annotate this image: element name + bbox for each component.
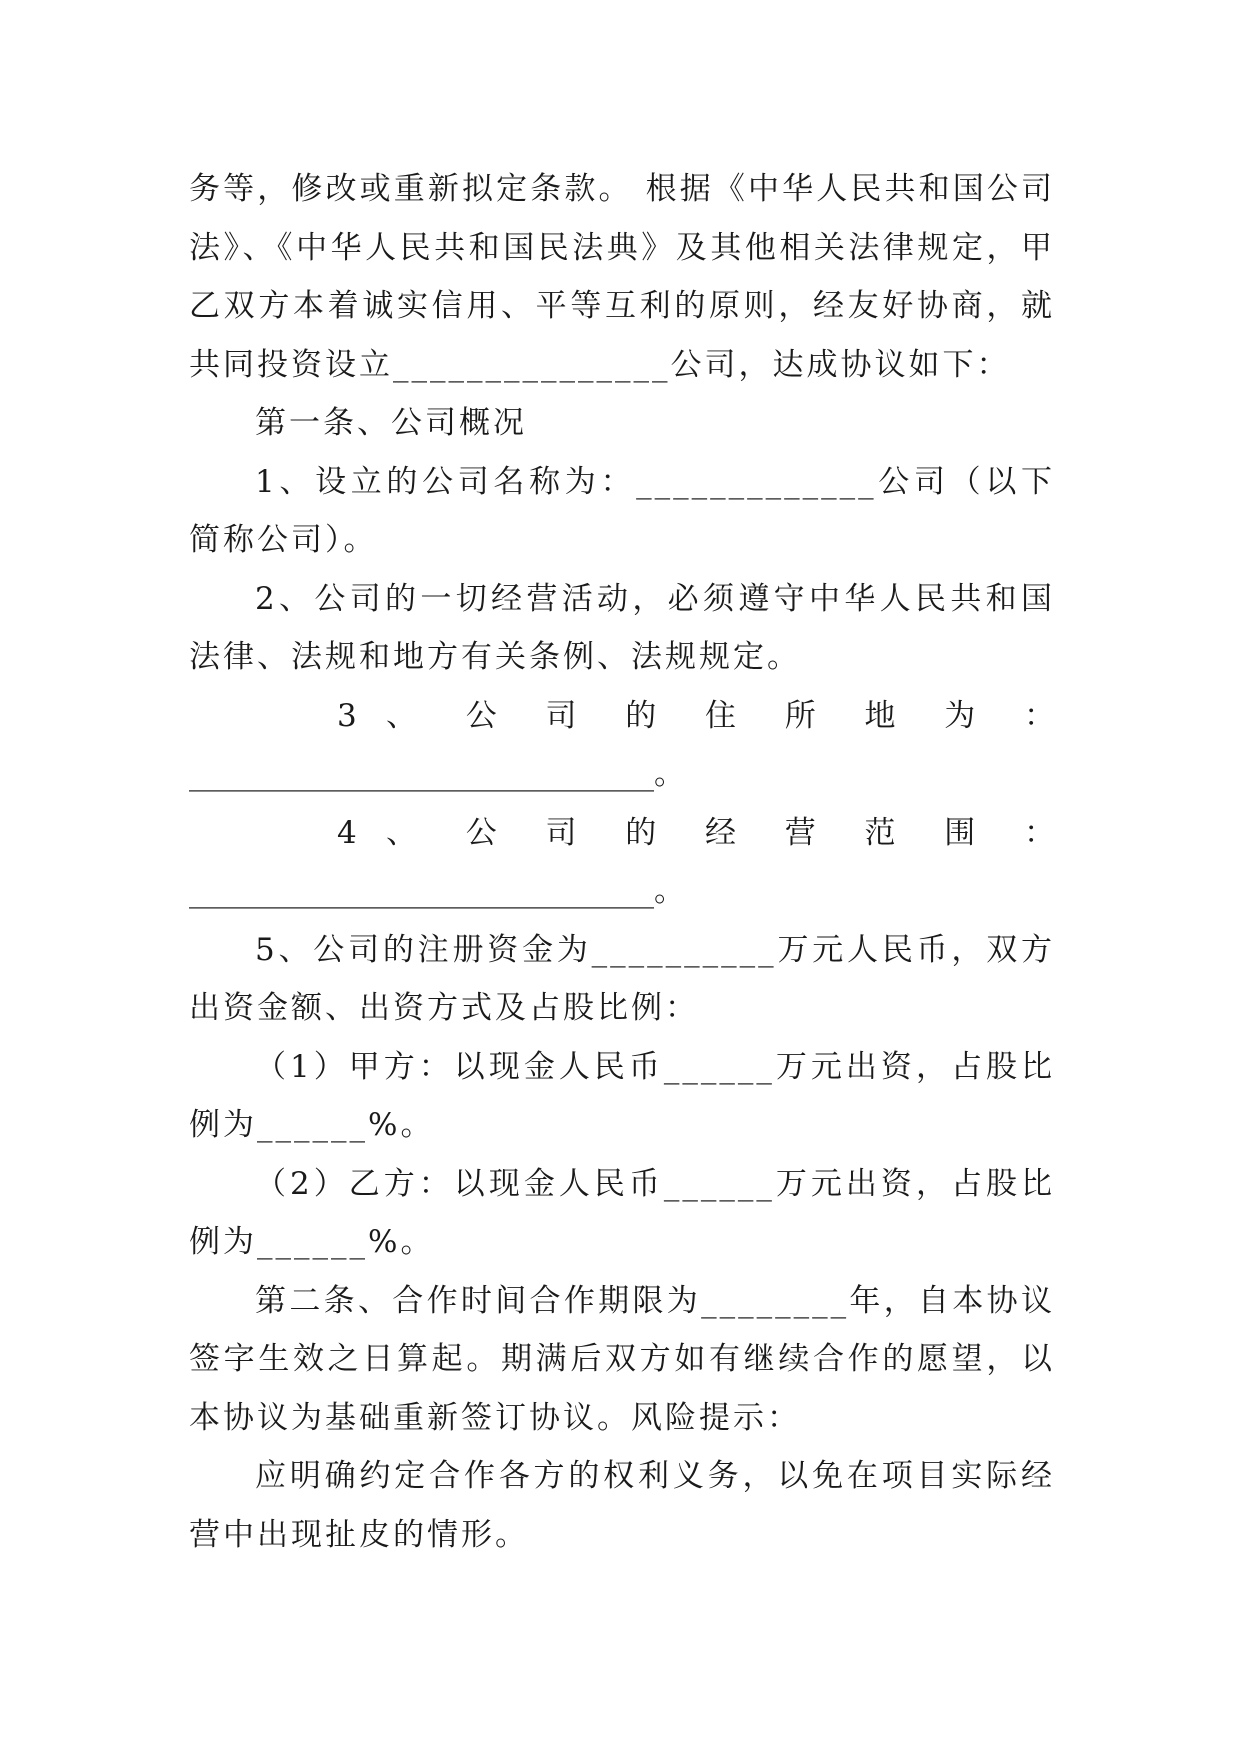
clause-party-a-contribution: （1）甲方：以现金人民币______万元出资，占股比例为______%。: [189, 1048, 1055, 1143]
clause-company-name: 1、设立的公司名称为：_____________公司（以下简称公司）。: [189, 463, 1055, 558]
clause-party-b-contribution: （2）乙方：以现金人民币______万元出资，占股比例为______%。: [189, 1165, 1055, 1260]
clause-compliance: 2、公司的一切经营活动，必须遵守中华人民共和国法律、法规和地方有关条例、法规规定。: [189, 580, 1055, 675]
document-body: [189, 160, 1055, 1564]
clause-address-label: 3 、 公 司 的 住 所 地 为 ：: [337, 697, 1055, 734]
clause-registered-capital: 5、公司的注册资金为__________万元人民币，双方出资金额、出资方式及占股比例：: [189, 931, 1055, 1026]
paragraph-intro: 务等，修改或重新拟定条款。 根据《中华人民共和国公司法》、《中华人民共和国民法典》及其他相关法律规定，甲乙双方本着诚实信用、平等互利的原则，经友好协商，就共同投资设立_______________公司，达成协议如下：: [189, 171, 1055, 383]
clause-scope-label: 4 、 公 司 的 经 营 范 围 ：: [337, 814, 1055, 851]
clause-scope-blank: ______________________________。: [189, 873, 685, 909]
article-2-term: 第二条、合作时间合作期限为________年，自本协议签字生效之日算起。期满后双方如有继续合作的愿望，以本协议为基础重新签订协议。风险提示：: [189, 1282, 1055, 1436]
risk-note: 应明确约定合作各方的权利义务，以免在项目实际经营中出现扯皮的情形。: [189, 1458, 1055, 1553]
article-1-heading: 第一条、公司概况: [255, 405, 527, 441]
clause-address-blank: ______________________________。: [189, 756, 685, 792]
